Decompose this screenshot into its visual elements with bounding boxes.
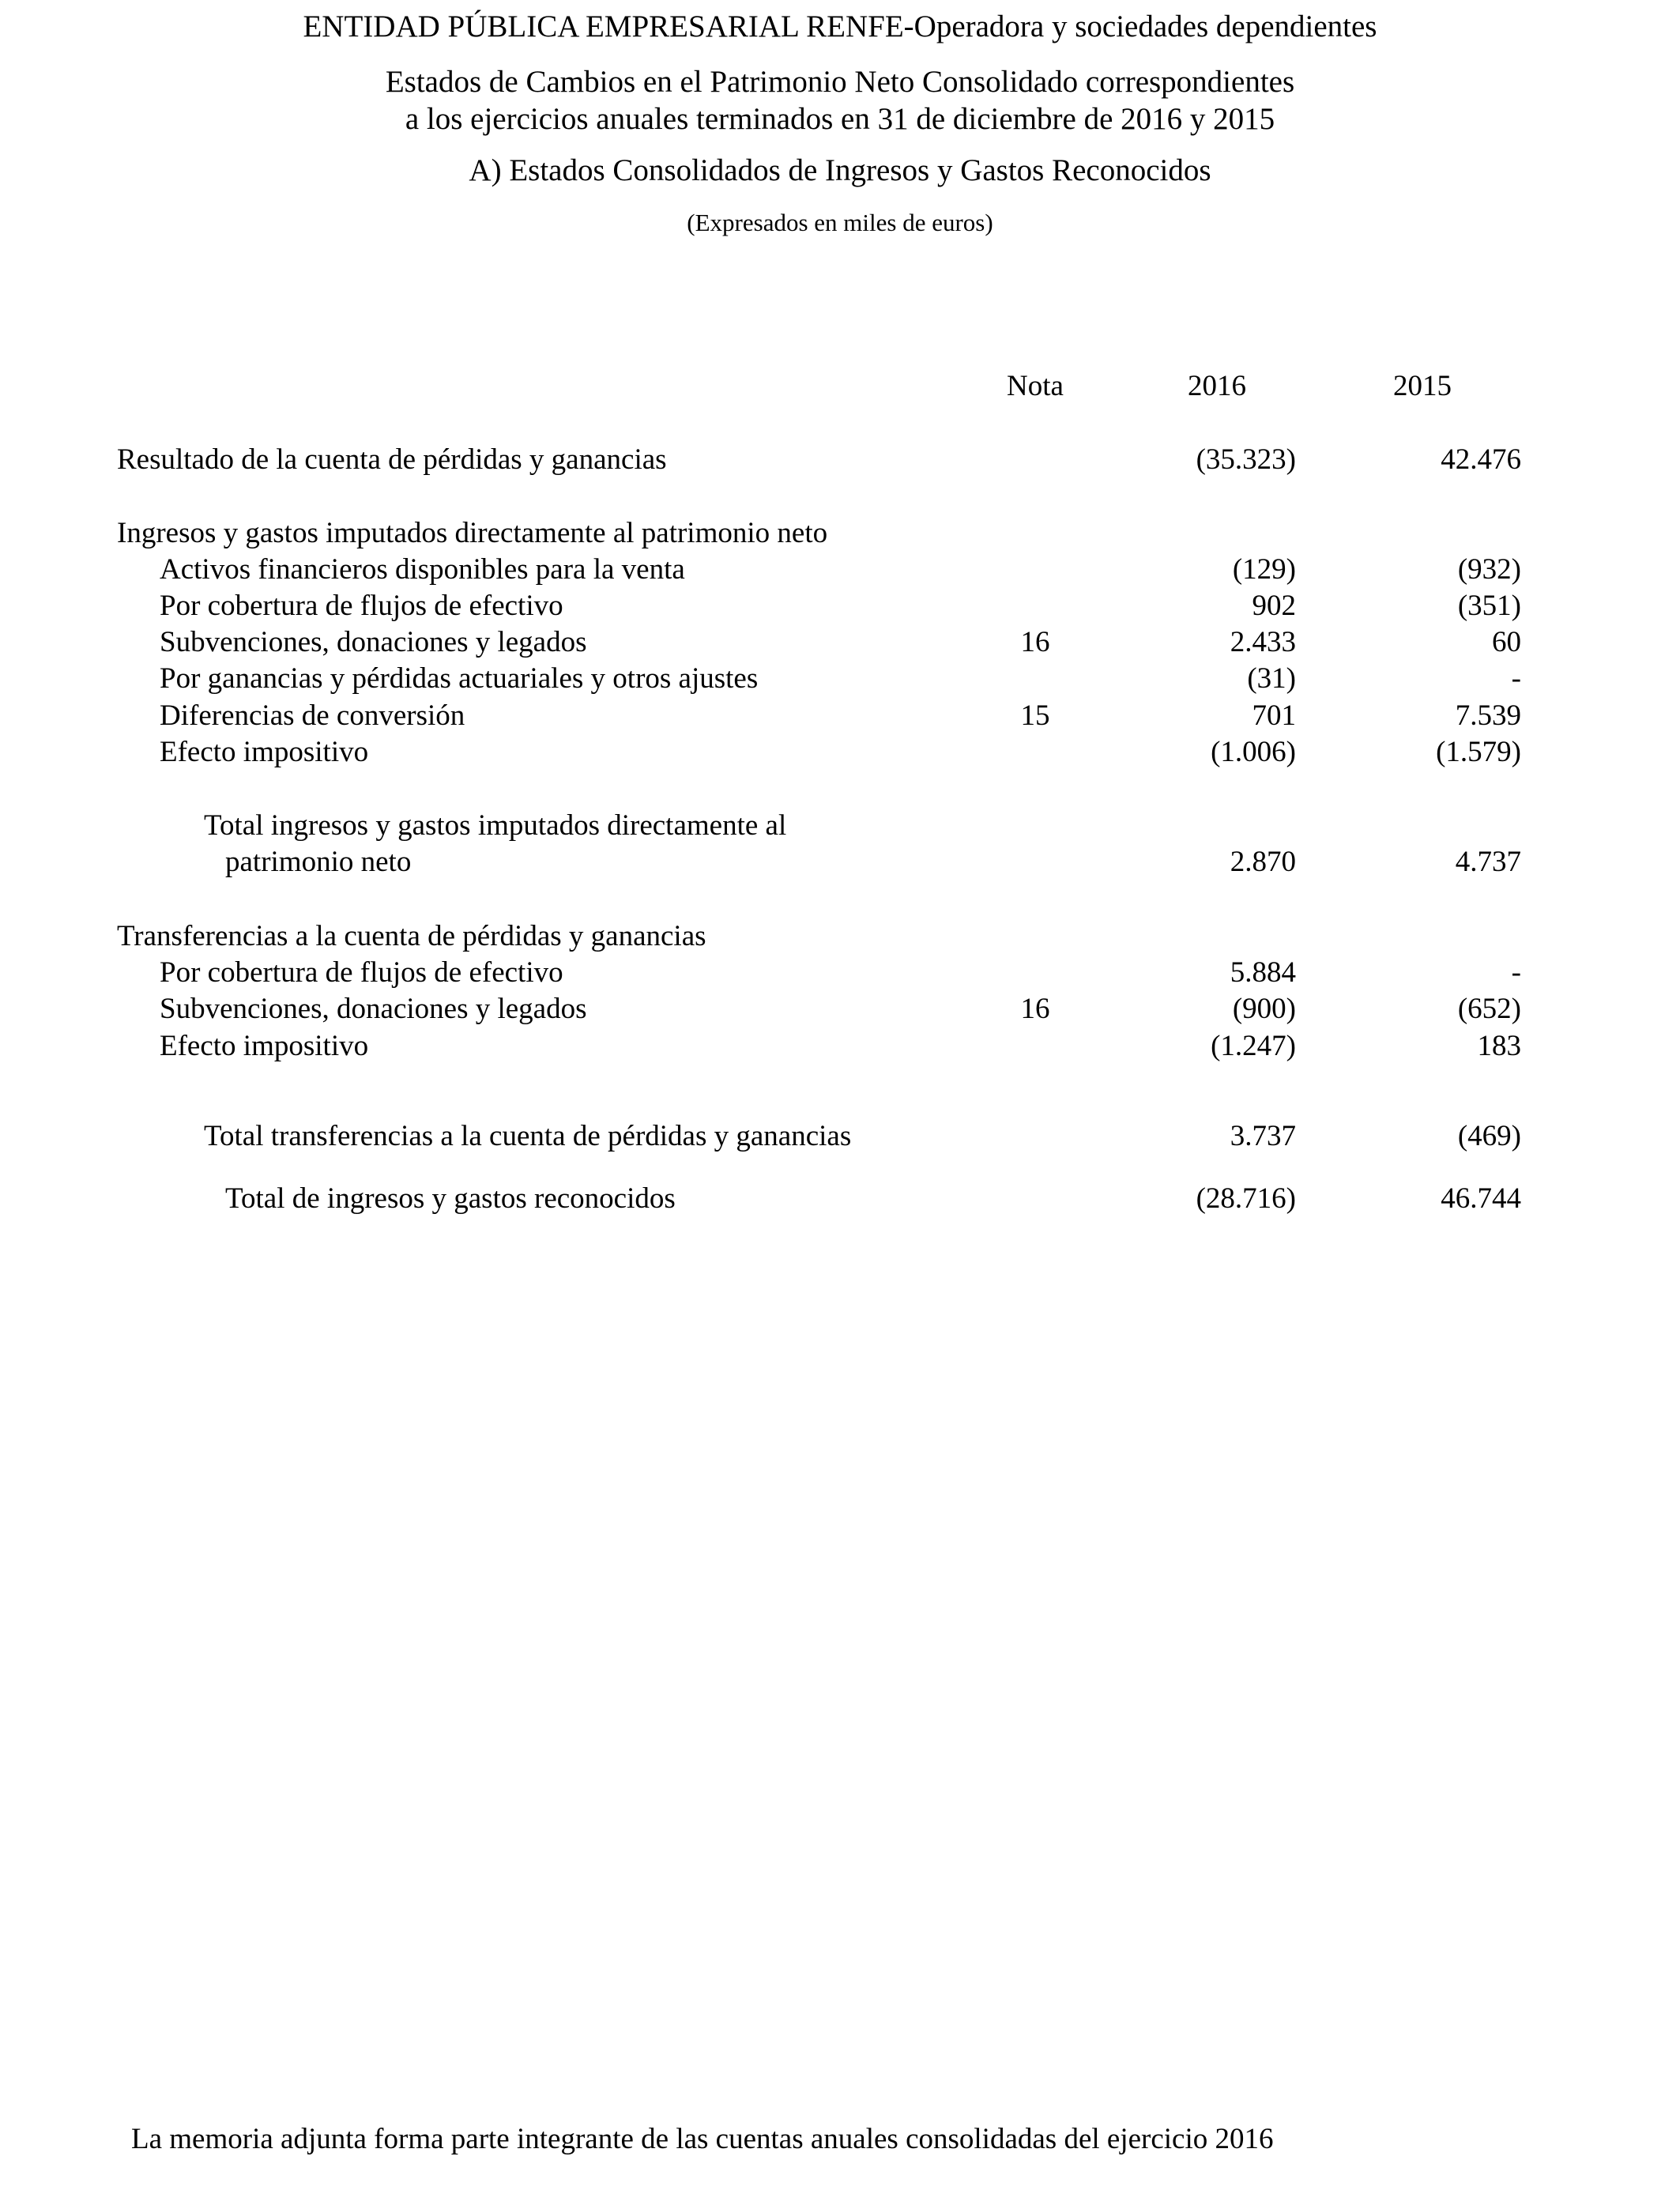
value-2015: (1.579): [1436, 736, 1521, 768]
value-2015: (469): [1457, 1120, 1521, 1152]
value-2016: 3.737: [1230, 1120, 1296, 1152]
value-2016: 5.884: [1230, 956, 1296, 989]
note-ref: 15: [1020, 699, 1050, 732]
value-2016: 2.433: [1230, 626, 1296, 658]
value-2015: 183: [1477, 1030, 1521, 1062]
value-2015: 4.737: [1455, 846, 1521, 878]
note-ref: 16: [1020, 993, 1050, 1025]
value-2016: 902: [1252, 590, 1296, 622]
statement-title-line1: Estados de Cambios en el Patrimonio Neto Consolidado correspondientes: [385, 65, 1295, 99]
section-heading-transferencias: Transferencias a la cuenta de pérdidas y ganancias: [117, 920, 706, 952]
row-label-line2: patrimonio neto: [225, 846, 412, 878]
row-label: Por cobertura de flujos de efectivo: [160, 956, 563, 989]
row-label: Subvenciones, donaciones y legados: [160, 993, 587, 1025]
value-2016: 2.870: [1230, 846, 1296, 878]
row-label: Diferencias de conversión: [160, 699, 465, 732]
value-2016: (35.323): [1196, 443, 1296, 476]
column-header-2015: 2015: [1393, 370, 1452, 402]
company-name: ENTIDAD PÚBLICA EMPRESARIAL RENFE-Operadora y sociedades dependientes: [303, 9, 1377, 43]
value-2016: (28.716): [1196, 1182, 1296, 1215]
row-label: Por ganancias y pérdidas actuariales y otros ajustes: [160, 662, 759, 695]
value-2015: -: [1511, 956, 1521, 989]
row-label-line1: Total ingresos y gastos imputados directamente al: [204, 809, 787, 842]
row-label: Efecto impositivo: [160, 736, 369, 768]
row-label: Efecto impositivo: [160, 1030, 369, 1062]
value-2016: (1.247): [1211, 1030, 1296, 1062]
value-2015: 42.476: [1441, 443, 1521, 476]
row-label: Subvenciones, donaciones y legados: [160, 626, 587, 658]
value-2015: 7.539: [1455, 699, 1521, 732]
column-header-note: Nota: [1007, 370, 1064, 402]
row-label: Por cobertura de flujos de efectivo: [160, 590, 563, 622]
value-2016: (1.006): [1211, 736, 1296, 768]
row-label: Total transferencias a la cuenta de pérdidas y ganancias: [204, 1120, 852, 1152]
row-label: Total de ingresos y gastos reconocidos: [225, 1182, 676, 1215]
value-2015: (351): [1457, 590, 1521, 622]
value-2016: (900): [1232, 993, 1296, 1025]
row-label: Activos financieros disponibles para la venta: [160, 553, 685, 586]
value-2016: (129): [1232, 553, 1296, 586]
units-note: (Expresados en miles de euros): [687, 209, 993, 236]
value-2016: (31): [1247, 662, 1296, 695]
value-2015: (652): [1457, 993, 1521, 1025]
note-ref: 16: [1020, 626, 1050, 658]
section-heading-ingresos: Ingresos y gastos imputados directamente al patrimonio neto: [117, 517, 828, 549]
statement-subtitle: A) Estados Consolidados de Ingresos y Gastos Reconocidos: [469, 153, 1211, 187]
value-2015: (932): [1457, 553, 1521, 586]
column-header-2016: 2016: [1188, 370, 1246, 402]
value-2016: 701: [1252, 699, 1296, 732]
footer-note: La memoria adjunta forma parte integrante de las cuentas anuales consolidadas del ejercicio 2016: [131, 2123, 1274, 2155]
value-2015: 60: [1492, 626, 1521, 658]
value-2015: -: [1511, 662, 1521, 695]
value-2015: 46.744: [1441, 1182, 1521, 1215]
row-label: Resultado de la cuenta de pérdidas y ganancias: [117, 443, 667, 476]
statement-title-line2: a los ejercicios anuales terminados en 31 de diciembre de 2016 y 2015: [405, 102, 1275, 136]
